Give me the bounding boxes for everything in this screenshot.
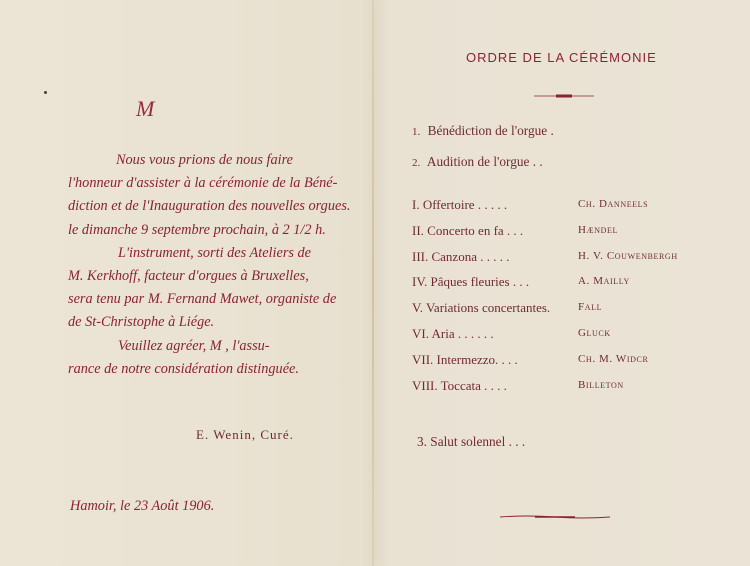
invitation-line: de St-Christophe à Liége. — [68, 314, 215, 331]
program-item — [412, 269, 742, 295]
program-item — [412, 192, 742, 218]
intro-text: Bénédiction de l'orgue . — [427, 123, 554, 138]
place-date: Hamoir, le 23 Août 1906. — [70, 498, 215, 514]
signature: E. Wenin, Curé. — [196, 427, 294, 442]
program-item — [412, 321, 742, 347]
piece-title: VIII. Toccata . . . . — [412, 377, 507, 393]
piece-title: IV. Pâques fleuries . . . — [412, 274, 530, 290]
composer: Billeton — [578, 378, 624, 391]
program-item — [412, 295, 742, 321]
composer: Ch. Danneels — [578, 198, 649, 210]
composer: A. Mailly — [578, 275, 630, 288]
program-list — [412, 192, 742, 398]
ink-speck — [44, 91, 47, 94]
invitation-line: le dimanche 9 septembre prochain, à 2 1/2 h. — [68, 221, 326, 238]
piece-title: III. Canzona . . . . . — [412, 248, 510, 264]
ceremony-title: ORDRE DE LA CÉRÉMONIE — [466, 50, 657, 65]
invitation-line: sera tenu par M. Fernand Mawet, organiste de — [68, 291, 337, 308]
composer: H. V. Couwenbergh — [578, 249, 678, 262]
invitation-line: rance de notre considération distinguée. — [68, 360, 299, 377]
ornament-flourish-icon — [500, 514, 610, 520]
composer: Fall — [578, 301, 603, 314]
program-item — [412, 218, 742, 244]
piece-title: I. Offertoire . . . . . — [412, 197, 508, 212]
invitation-line: M. Kerkhoff, facteur d'orgues à Bruxelles, — [68, 268, 309, 285]
program-item — [412, 244, 742, 270]
invitation-text — [68, 149, 358, 381]
piece-title: II. Concerto en fa . . . — [412, 222, 524, 238]
invitation-line: Nous vous prions de nous faire — [116, 152, 293, 168]
piece-title: V. Variations concertantes. — [412, 300, 551, 316]
program-item — [412, 347, 742, 373]
program-item — [412, 373, 742, 399]
composer: Hændel — [578, 223, 618, 236]
invitation-panel — [0, 0, 372, 566]
intro-number: 2. — [412, 157, 421, 169]
ornament-divider-icon — [534, 93, 594, 99]
intro-item — [412, 147, 732, 178]
invitation-line: Veuillez agréer, M , l'assu- — [118, 337, 270, 354]
invitation-line: diction et de l'Inauguration des nouvelles orgues. — [68, 198, 351, 215]
intro-list — [412, 116, 732, 178]
ceremony-panel — [374, 0, 750, 566]
piece-title: VII. Intermezzo. . . . — [412, 351, 518, 367]
intro-number: 1. — [412, 126, 421, 138]
invitation-line: L'instrument, sorti des Ateliers de — [118, 244, 312, 261]
salutation-initial: M — [136, 96, 155, 121]
composer: Gluck — [578, 326, 611, 339]
composer: Ch. M. Widcr — [578, 352, 649, 365]
intro-item — [412, 116, 732, 147]
piece-title: VI. Aria . . . . . . — [412, 325, 494, 341]
invitation-line: l'honneur d'assister à la cérémonie de la Béné- — [68, 175, 338, 192]
closing-item: 3. Salut solennel . . . — [417, 434, 526, 449]
intro-text: Audition de l'orgue . . — [426, 154, 543, 169]
